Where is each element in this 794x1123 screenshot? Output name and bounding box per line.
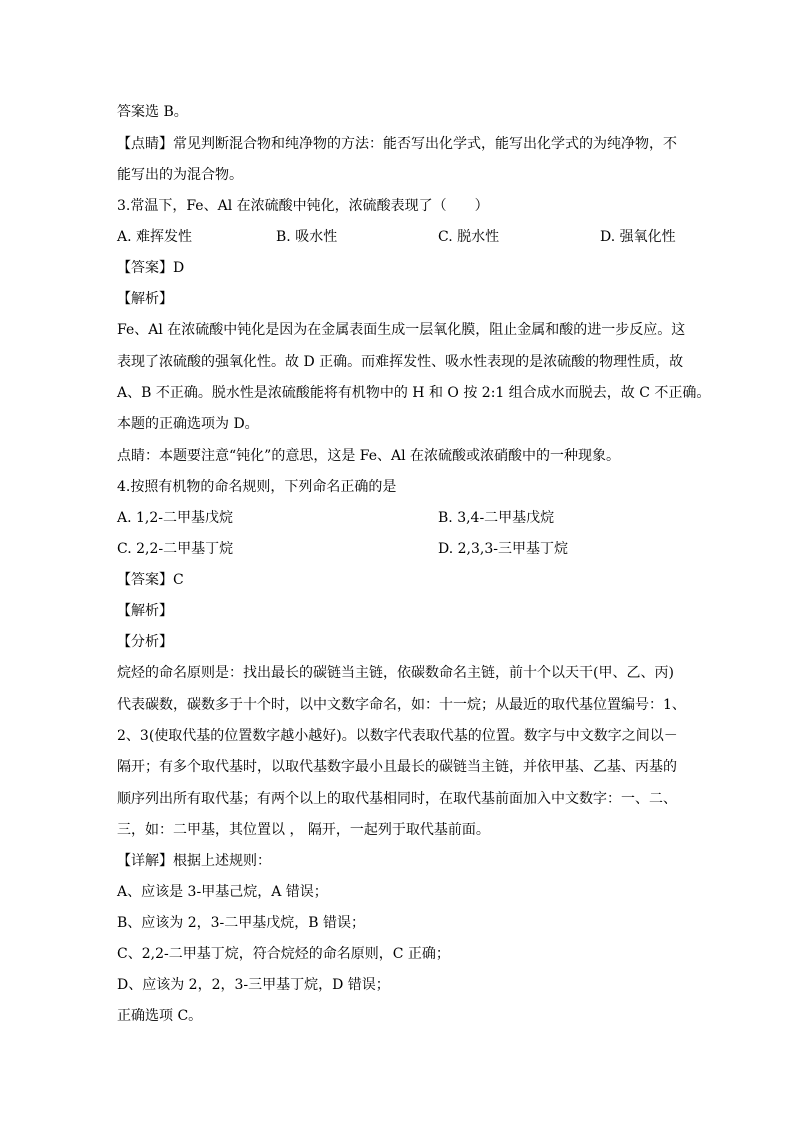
q4-detail-line: D、应该为 2，2，3-三甲基丁烷，D 错误； (117, 977, 390, 993)
q4-option-b: B. 3,4-二甲基戊烷 (438, 510, 555, 526)
q4-answer: 【答案】C (117, 572, 184, 588)
text-line: 【点睛】常见判断混合物和纯净物的方法：能否写出化学式，能写出化学式的为纯净物，不 (117, 136, 677, 152)
q3-option-c: C. 脱水性 (438, 229, 500, 245)
q3-note-line: 点睛：本题要注意“钝化”的意思，这是 Fe、Al 在浓硫酸或浓硝酸中的一种现象。 (117, 448, 621, 464)
q3-analysis-line: Fe、Al 在浓硫酸中钝化是因为在金属表面生成一层氧化膜，阻止金属和酸的进一步反应。这 (117, 322, 686, 338)
q4-option-c: C. 2,2-二甲基丁烷 (117, 541, 234, 557)
q3-analysis-line: 表现了浓硫酸的强氧化性。故 D 正确。而难挥发性、吸水性表现的是浓硫酸的物理性质，故 (117, 354, 684, 370)
q3-option-b: B. 吸水性 (276, 229, 338, 245)
q3-analysis-line: 本题的正确选项为 D。 (117, 416, 259, 432)
q3-analysis-heading: 【解析】 (117, 291, 173, 307)
q4-conclusion: 正确选项 C。 (117, 1008, 203, 1024)
q4-analysis-heading: 【解析】 (117, 603, 173, 619)
q4-fenxi-heading: 【分析】 (117, 634, 173, 650)
q3-option-a: A. 难挥发性 (117, 229, 193, 245)
question-3-stem: 3.常温下，Fe、Al 在浓硫酸中钝化，浓硫酸表现了（ ） (117, 198, 489, 214)
q3-answer: 【答案】D (117, 260, 185, 276)
q4-detail-heading: 【详解】根据上述规则： (117, 853, 271, 869)
q4-option-d: D. 2,3,3-三甲基丁烷 (438, 541, 568, 557)
q4-fenxi-line: 顺序列出所有取代基；有两个以上的取代基相同时，在取代基前面加入中文数字：一、二、 (117, 791, 677, 807)
q3-analysis-line: A、B 不正确。脱水性是浓硫酸能将有机物中的 H 和 O 按 2:1 组合成水而脱去，故 C 不正确。 (117, 385, 711, 401)
q4-detail-line: C、2,2-二甲基丁烷，符合烷烃的命名原则，C 正确； (117, 946, 450, 962)
text-line: 答案选 B。 (117, 104, 188, 120)
q4-fenxi-line: 隔开；有多个取代基时，以取代基数字最小且最长的碳链当主链，并依甲基、乙基、丙基的 (117, 759, 677, 775)
q4-fenxi-line: 烷烃的命名原则是：找出最长的碳链当主链，依碳数命名主链，前十个以天干(甲、乙、丙) (117, 665, 674, 681)
question-4-stem: 4.按照有机物的命名规则，下列命名正确的是 (117, 479, 397, 495)
q4-detail-line: A、应该是 3-甲基己烷，A 错误； (117, 884, 328, 900)
text-line: 能写出的为混合物。 (117, 167, 243, 183)
q4-option-a: A. 1,2-二甲基戊烷 (117, 510, 234, 526)
q4-fenxi-line: 2、3(使取代基的位置数字越小越好)。以数字代表取代基的位置。数字与中文数字之间以－ (117, 728, 678, 744)
q4-fenxi-line: 代表碳数，碳数多于十个时，以中文数字命名，如：十一烷；从最近的取代基位置编号：1、 (117, 697, 686, 713)
q4-fenxi-line: 三，如：二甲基，其位置以 ， 隔开，一起列于取代基前面。 (117, 822, 490, 838)
q3-option-d: D. 强氧化性 (600, 229, 676, 245)
q4-detail-line: B、应该为 2，3-二甲基戊烷，B 错误； (117, 915, 366, 931)
